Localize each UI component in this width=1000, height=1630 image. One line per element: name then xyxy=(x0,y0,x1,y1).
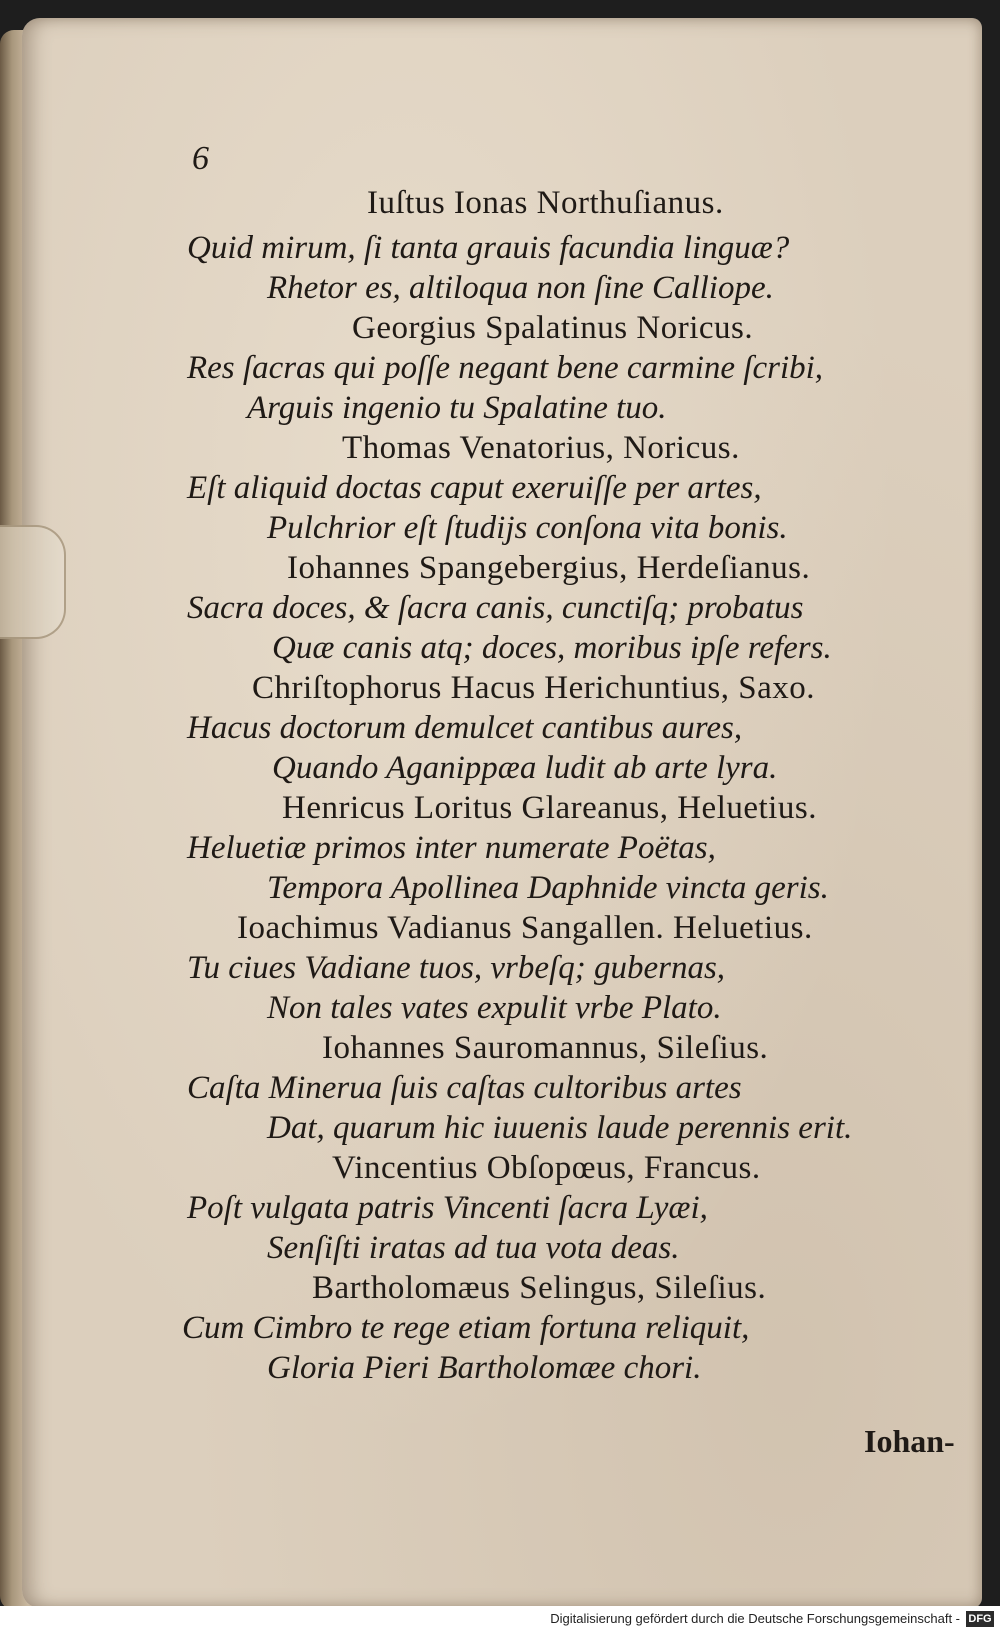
verse-line: Gloria Pieri Bartholomæe chori. xyxy=(267,1350,702,1386)
verse-line: Poſt vulgata patris Vincenti ſacra Lyæi, xyxy=(187,1190,708,1226)
bookmark-tab xyxy=(0,525,66,639)
verse-line: Arguis ingenio tu Spalatine tuo. xyxy=(247,390,667,426)
poet-name: Bartholomæus Selingus, Sileſius. xyxy=(312,1270,767,1306)
verse-line: Tempora Apollinea Daphnide vincta geris. xyxy=(267,870,829,906)
verse-line: Senſiſti iratas ad tua vota deas. xyxy=(267,1230,680,1266)
verse-line: Dat, quarum hic iuuenis laude perennis erit. xyxy=(267,1110,853,1146)
verse-line: Eſt aliquid doctas caput exeruiſſe per artes, xyxy=(187,470,762,506)
text-block xyxy=(22,18,982,1608)
verse-line: Caſta Minerua ſuis caſtas cultoribus artes xyxy=(187,1070,742,1106)
verse-line: Rhetor es, altiloqua non ſine Calliope. xyxy=(267,270,774,306)
poet-name: Iuſtus Ionas Northuſianus. xyxy=(367,185,724,221)
verse-line: Tu ciues Vadiane tuos, vrbeſq; gubernas, xyxy=(187,950,726,986)
footer-bar xyxy=(0,1606,1000,1630)
verse-line: Hacus doctorum demulcet cantibus aures, xyxy=(187,710,743,746)
funding-credit: Digitalisierung gefördert durch die Deutsche Forschungsgemeinschaft - xyxy=(550,1611,960,1626)
dfg-logo-icon: DFG xyxy=(966,1611,994,1627)
poet-name: Thomas Venatorius, Noricus. xyxy=(342,430,740,466)
catchword: Iohan- xyxy=(864,1423,955,1459)
book-page xyxy=(22,18,982,1608)
poet-name: Ioachimus Vadianus Sangallen. Heluetius. xyxy=(237,910,813,946)
poet-name: Iohannes Sauromannus, Sileſius. xyxy=(322,1030,769,1066)
verse-line: Non tales vates expulit vrbe Plato. xyxy=(267,990,722,1026)
verse-line: Res ſacras qui poſſe negant bene carmine ſcribi, xyxy=(187,350,824,386)
poet-name: Iohannes Spangebergius, Herdeſianus. xyxy=(287,550,811,586)
verse-line: Cum Cimbro te rege etiam fortuna reliquit, xyxy=(182,1310,750,1346)
poet-name: Georgius Spalatinus Noricus. xyxy=(352,310,754,346)
poet-name: Chriſtophorus Hacus Herichuntius, Saxo. xyxy=(252,670,816,706)
verse-line: Quæ canis atq; doces, moribus ipſe refers. xyxy=(272,630,832,666)
verse-line: Sacra doces, & ſacra canis, cunctiſq; probatus xyxy=(187,590,804,626)
page-number: 6 xyxy=(192,140,209,177)
poet-name: Henricus Loritus Glareanus, Heluetius. xyxy=(282,790,817,826)
verse-line: Heluetiæ primos inter numerate Poëtas, xyxy=(187,830,716,866)
verse-line: Quid mirum, ſi tanta grauis facundia linguæ? xyxy=(187,230,790,266)
verse-line: Pulchrior eſt ſtudijs conſona vita bonis. xyxy=(267,510,788,546)
poet-name: Vincentius Obſopœus, Francus. xyxy=(332,1150,761,1186)
verse-line: Quando Aganippæa ludit ab arte lyra. xyxy=(272,750,778,786)
